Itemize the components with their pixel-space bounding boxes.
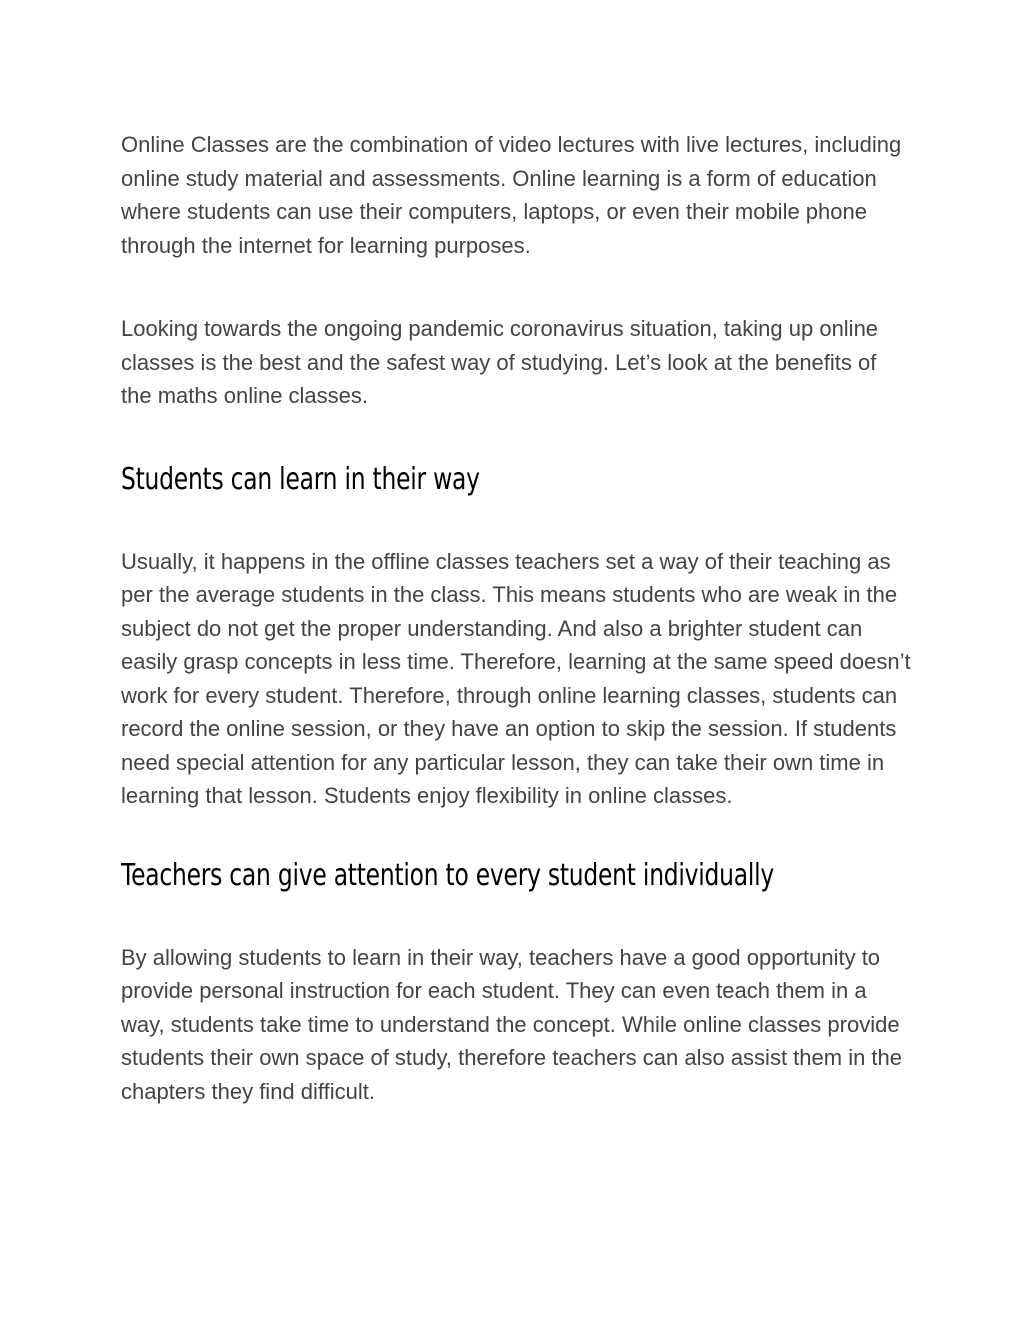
intro-paragraph: Online Classes are the combination of video lectures with live lectures, including online study material and assessments. Online learning is a form of education where students can use their computers, laptops, or even their mobile phone through the internet for learning purposes.	[121, 132, 902, 258]
learn-own-way-paragraph: Usually, it happens in the offline classes teachers set a way of their teaching as per the average students in the class. This means students who are weak in the subject do not get the proper understanding. And also a brighter student can easily grasp concepts in less time. Therefore, learning at the same speed doesn’t work for every student. Therefore, through online learning classes, students can record the online session, or they have an option to skip the session. If students need special attention for any particular lesson, they can take their own time in learning that lesson. Students enjoy flexibility in online classes.	[121, 548, 911, 808]
section-heading-individual-attention: Teachers can give attention to every student individually	[121, 857, 775, 893]
section-heading-learn-own-way: Students can learn in their way	[121, 461, 480, 497]
document-page	[121, 128, 911, 1108]
pandemic-paragraph: Looking towards the ongoing pandemic coronavirus situation, taking up online classes is the best and the safest way of studying. Let’s look at the benefits of the maths online classes.	[121, 316, 879, 408]
individual-attention-paragraph: By allowing students to learn in their way, teachers have a good opportunity to provide personal instruction for each student. They can even teach them in a way, students take time to understand the concept. While online classes provide students their own space of study, therefore teachers can also assist them in the chapters they find difficult.	[121, 944, 903, 1104]
